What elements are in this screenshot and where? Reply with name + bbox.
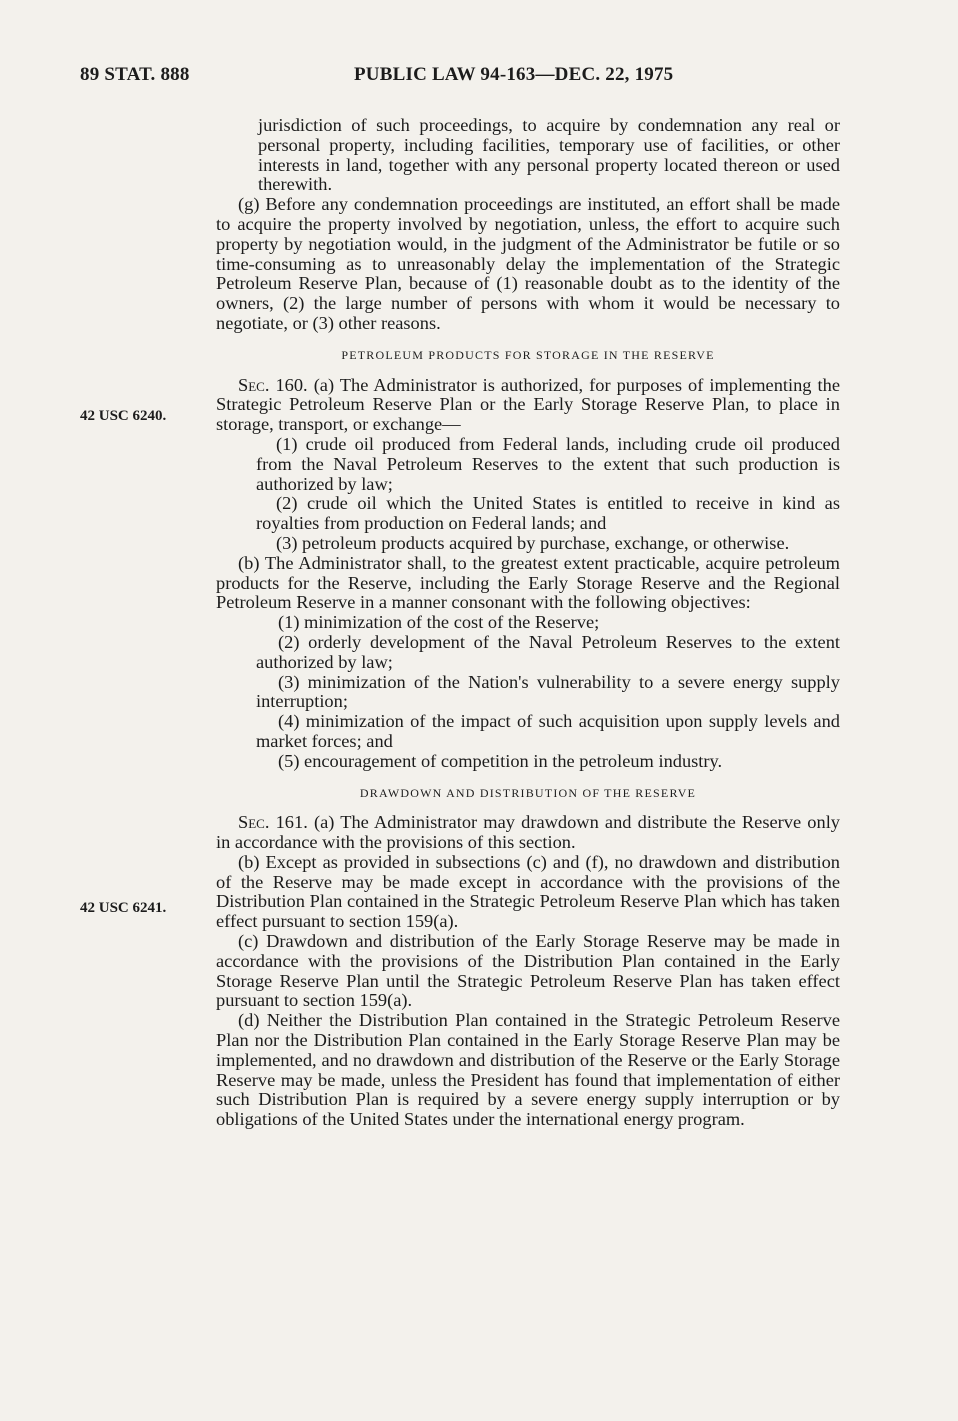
sec-160-a1 — [216, 435, 840, 494]
margin-note-usc-6240: 42 USC 6240. — [80, 408, 167, 424]
intro-paragraph: jurisdiction of such proceedings, to acquire by condemnation any real or personal property, including facilities, temporary use of facilities, or other interests in land, together with any personal property located thereon or used therewith. — [258, 115, 840, 195]
sec-161-d: (d) Neither the Distribution Plan contained in the Strategic Petroleum Reserve Plan nor the Distribution Plan contained in the Early Storage Reserve Plan may be implemented, and no drawdown and distribution of the Reserve or the Early Storage Reserve may be made, unless the President has found that implementation of either such Distribution Plan is required by a severe energy supply interruption or by obligations of the United States under the international energy program. — [216, 1010, 840, 1130]
section-heading-drawdown: DRAWDOWN AND DISTRIBUTION OF THE RESERVE — [359, 785, 697, 800]
sec-160-a2 — [216, 494, 840, 534]
sec-160-a-text: (a) The Administrator is authorized, for purposes of implementing the Strategic Petroleum Reserve Plan or the Early Storage Reserve Plan, to place in storage, transport, or exchange— — [216, 374, 840, 435]
sec-160-a — [216, 376, 840, 435]
sec-160-b2: (2) orderly development of the Naval Petroleum Reserves to the extent authorized by law; — [256, 631, 840, 672]
sec-161-a — [216, 813, 840, 853]
sec-160-a2-text: (2) crude oil which the United States is entitled to receive in kind as royalties from production on Federal lands; and — [256, 493, 840, 534]
document-body — [216, 116, 840, 1130]
statute-page-number: 89 STAT. 888 — [80, 64, 190, 85]
sec-161-c: (c) Drawdown and distribution of the Early Storage Reserve may be made in accordance with the provisions of the Distribution Plan contained in the Early Storage Reserve Plan until the Strategic Petroleum Reserve Plan has taken effect pursuant to section 159(a). — [216, 931, 840, 1011]
sec-160-a1-text: (1) crude oil produced from Federal lands, including crude oil produced from the Naval Petroleum Reserves to the extent that such production is authorized by law; — [256, 433, 840, 494]
sec-160-b: (b) The Administrator shall, to the greatest extent practicable, acquire petroleum products for the Reserve, including the Early Storage Reserve and the Regional Petroleum Reserve in a manner consonant with the following objectives: — [216, 552, 840, 613]
sec-161-b: (b) Except as provided in subsections (c) and (f), no drawdown and distribution of the Reserve may be made except in accordance with the provisions of the Distribution Plan contained in the Strategic Petroleum Reserve Plan which has taken effect pursuant to section 159(a). — [216, 851, 840, 932]
sec-160-a3-text: (3) petroleum products acquired by purchase, exchange, or otherwise. — [276, 532, 790, 553]
sec-160-a3 — [216, 534, 840, 554]
subsection-g: (g) Before any condemnation proceedings are instituted, an effort shall be made to acquire the property involved by negotiation, unless, the effort to acquire such property by negotiation would, in the judgment of the Administrator be futile or so time-consuming as to unreasonably delay the implementation of the Strategic Petroleum Reserve Plan, because of (1) reasonable doubt as to the identity of the owners, (2) the large number of persons with whom it would be necessary to negotiate, or (3) other reasons. — [216, 194, 840, 333]
sec-161-label: Sec. 161. — [238, 812, 308, 833]
sec-160-label: Sec. 160. — [238, 374, 308, 395]
sec-160-b4: (4) minimization of the impact of such acquisition upon supply levels and market forces; and — [256, 711, 840, 751]
page-header-title: PUBLIC LAW 94-163—DEC. 22, 1975 — [354, 64, 674, 85]
sec-160-b1: (1) minimization of the cost of the Reserve; — [278, 612, 600, 633]
sec-161-a-text: (a) The Administrator may drawdown and distribute the Reserve only in accordance with the provisions of this section. — [216, 812, 841, 853]
margin-note-usc-6241: 42 USC 6241. — [80, 900, 167, 916]
sec-160-b5: (5) encouragement of competition in the petroleum industry. — [278, 750, 723, 771]
section-heading-petroleum-products: PETROLEUM PRODUCTS FOR STORAGE IN THE RESERVE — [341, 347, 715, 362]
sec-160-b3: (3) minimization of the Nation's vulnerability to a severe energy supply interruption; — [256, 671, 840, 712]
